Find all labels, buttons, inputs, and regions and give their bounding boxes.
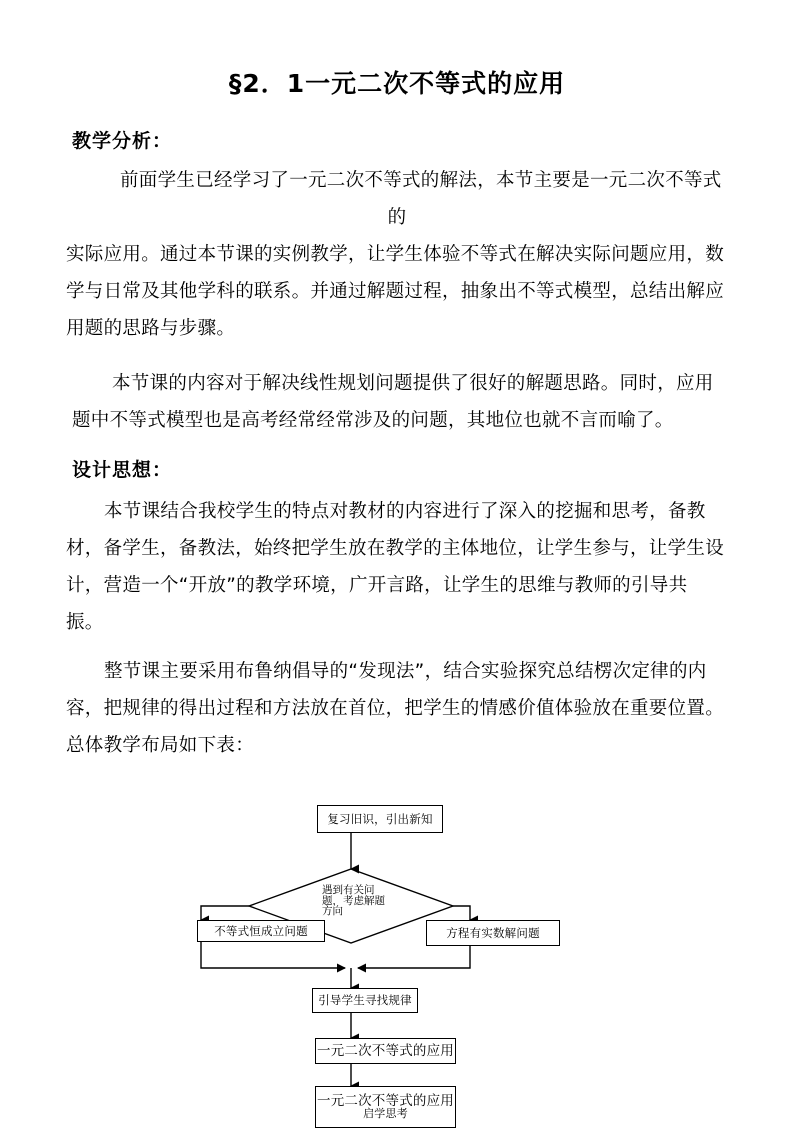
paragraph-line: 题中不等式模型也是高考经常经常涉及的问题，其地位也就不言而喻了。 — [72, 410, 674, 431]
paragraph-line: 本节课的内容对于解决线性规划问题提供了很好的解题思路。同时，应用 — [112, 373, 714, 394]
paragraph-line: 振。 — [66, 612, 104, 633]
decision-label-line-3: 方向 — [322, 905, 343, 917]
paragraph-line: 前面学生已经学习了一元二次不等式的解法，本节主要是一元二次不等式 — [120, 170, 722, 191]
flow-node-final-label-line-1: 一元二次不等式的应用 — [317, 1093, 454, 1110]
paragraph-line: 材，备学生，备教法，始终把学生放在教学的主体地位，让学生参与，让学生设 — [66, 538, 725, 559]
paragraph-line: 实际应用。通过本节课的实例教学，让学生体验不等式在解决实际问题应用，数 — [66, 244, 725, 265]
section-heading-teaching-analysis: 教学分析： — [72, 130, 173, 152]
paragraph-line: 总体教学布局如下表： — [66, 735, 255, 756]
flow-node-branch-left-label: 不等式恒成立问题 — [214, 923, 308, 938]
paragraph-line: 容，把规律的得出过程和方法放在首位，把学生的情感价值体验放在重要位置。 — [66, 698, 725, 719]
flow-node-guide — [312, 988, 418, 1013]
section-heading-design-concept: 设计思想： — [72, 459, 173, 481]
flow-node-application — [315, 1038, 456, 1064]
flow-node-start-label: 复习旧识，引出新知 — [327, 811, 433, 826]
paragraph-line: 计，营造一个“开放”的教学环境，广开言路，让学生的思维与教师的引导共 — [66, 575, 688, 596]
flow-node-guide-label: 引导学生寻找规律 — [318, 993, 412, 1008]
decision-label-line-2: 题，考虑解题 — [322, 894, 385, 907]
flow-node-final — [315, 1086, 456, 1128]
paragraph-line: 本节课结合我校学生的特点对教材的内容进行了深入的挖掘和思考，备教 — [104, 501, 706, 522]
paragraph-line: 学与日常及其他学科的联系。并通过解题过程，抽象出不等式模型，总结出解应 — [66, 281, 725, 302]
decision-diamond — [249, 869, 453, 943]
page-title: §2．1一元二次不等式的应用 — [228, 69, 566, 98]
flow-node-start — [317, 805, 443, 833]
decision-label-line-1: 遇到有关问 — [322, 884, 375, 896]
flow-node-application-label: 一元二次不等式的应用 — [317, 1042, 454, 1059]
paragraph-line: 用题的思路与步骤。 — [66, 318, 236, 339]
paragraph-line: 整节课主要采用布鲁纳倡导的“发现法”，结合实验探究总结楞次定律的内 — [104, 661, 707, 682]
flow-node-branch-right — [426, 920, 560, 946]
paragraph-line: 的 — [387, 207, 407, 228]
flow-node-branch-right-label: 方程有实数解问题 — [446, 925, 540, 940]
flow-node-branch-left — [197, 920, 325, 942]
flow-node-decision-label — [322, 885, 385, 917]
flow-node-final-label-line-2: 启学思考 — [363, 1106, 408, 1120]
